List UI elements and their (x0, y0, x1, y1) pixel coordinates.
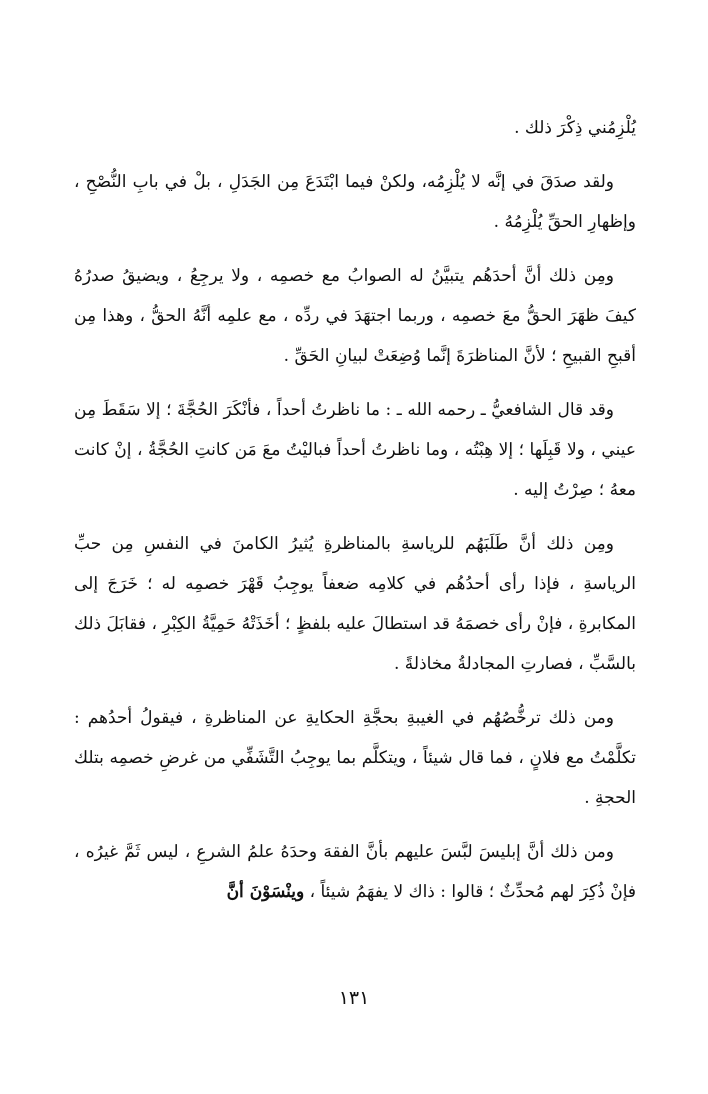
paragraph-1-text: يُلْزِمُني ذِكْرَ ذلك . (514, 118, 636, 138)
page-body (74, 108, 636, 912)
paragraph-5 (74, 524, 636, 684)
paragraph-spacer (74, 818, 636, 832)
paragraph-6 (74, 698, 636, 818)
paragraph-6-text: ومن ذلك ترخُّصُهُم في الغيبةِ بحجَّةِ الحكايةِ عن المناظرةِ ، فيقولُ أحدُهم : تكلَّمْتُ مع فلانٍ ، فما قال شيئاً ، ويتكلَّم بما يوجِبُ التَّشَفِّي من غرضِ خصمِه بتلك الحجةِ . (74, 708, 636, 808)
paragraph-4-text: وقد قال الشافعيُّ ـ رحمه الله ـ : ما ناظرتُ أحداً ، فأنْكَرَ الحُجَّةَ ؛ إلا سَقَطَ مِن عيني ، ولا قَبِلَها ؛ إلا هِبْتُه ، وما ناظرتُ أحداً فباليْتُ معَ مَن كانتِ الحُجَّةُ ، إنْ كانت معهُ ؛ صِرْتُ إليه . (74, 400, 636, 500)
paragraph-spacer (74, 242, 636, 256)
paragraph-3 (74, 256, 636, 376)
paragraph-spacer (74, 376, 636, 390)
paragraph-7 (74, 832, 636, 912)
paragraph-7-bold-tail: وينْسَوْنَ أنَّ (226, 882, 305, 902)
paragraph-spacer (74, 684, 636, 698)
paragraph-3-text: ومِن ذلك أنَّ أحدَهُم يتبيَّنُ له الصوابُ مع خصمِه ، ولا يرجِعُ ، ويضيقُ صدرُهُ كيفَ ظهَرَ الحقُّ معَ خصمِه ، وربما اجتهَدَ في ردِّه ، مع علمِه أنَّهُ الحقُّ ، وهذا مِن أقبحِ القبيحِ ؛ لأنَّ المناظرَةَ إنَّما وُضِعَتْ لبيانِ الحَقِّ . (74, 266, 636, 366)
paragraph-2-text: ولقد صدَقَ في إنَّه لا يُلْزِمُه، ولكنْ فيما ابْتَدَعَ مِن الجَدَلِ ، بلْ في بابِ النُّصْحِ ، وإظهارِ الحقِّ يُلْزِمُهُ . (74, 172, 636, 232)
paragraph-4 (74, 390, 636, 510)
paragraph-7-text: ومن ذلك أنَّ إبليسَ لبَّسَ عليهم بأنَّ الفقهَ وحدَهُ علمُ الشرعِ ، ليس ثَمَّ غيرُه ، فإنْ ذُكِرَ لهم مُحدِّثٌ ؛ قالوا : ذاك لا يفهَمُ شيئاً ، (74, 842, 636, 902)
paragraph-2 (74, 162, 636, 242)
paragraph-5-text: ومِن ذلك أنَّ طَلَبَهُم للرياسةِ بالمناظرةِ يُثيرُ الكامنَ في النفسِ مِن حبِّ الرياسةِ ، فإذا رأى أحدُهُم في كلامِه ضعفاً يوجِبُ قَهْرَ خصمِه له ؛ خَرَجَ إلى المكابرةِ ، فإنْ رأى خصمَهُ قد استطالَ عليه بلفظٍ ؛ أخَذَتْهُ حَمِيَّةُ الكِبْرِ ، فقابَلَ ذلك بالسَّبِّ ، فصارتِ المجادلةُ مخاذلةً . (74, 534, 636, 674)
paragraph-spacer (74, 510, 636, 524)
page-number: ١٣١ (338, 987, 370, 1009)
paragraph-spacer (74, 148, 636, 162)
paragraph-1 (74, 108, 636, 148)
